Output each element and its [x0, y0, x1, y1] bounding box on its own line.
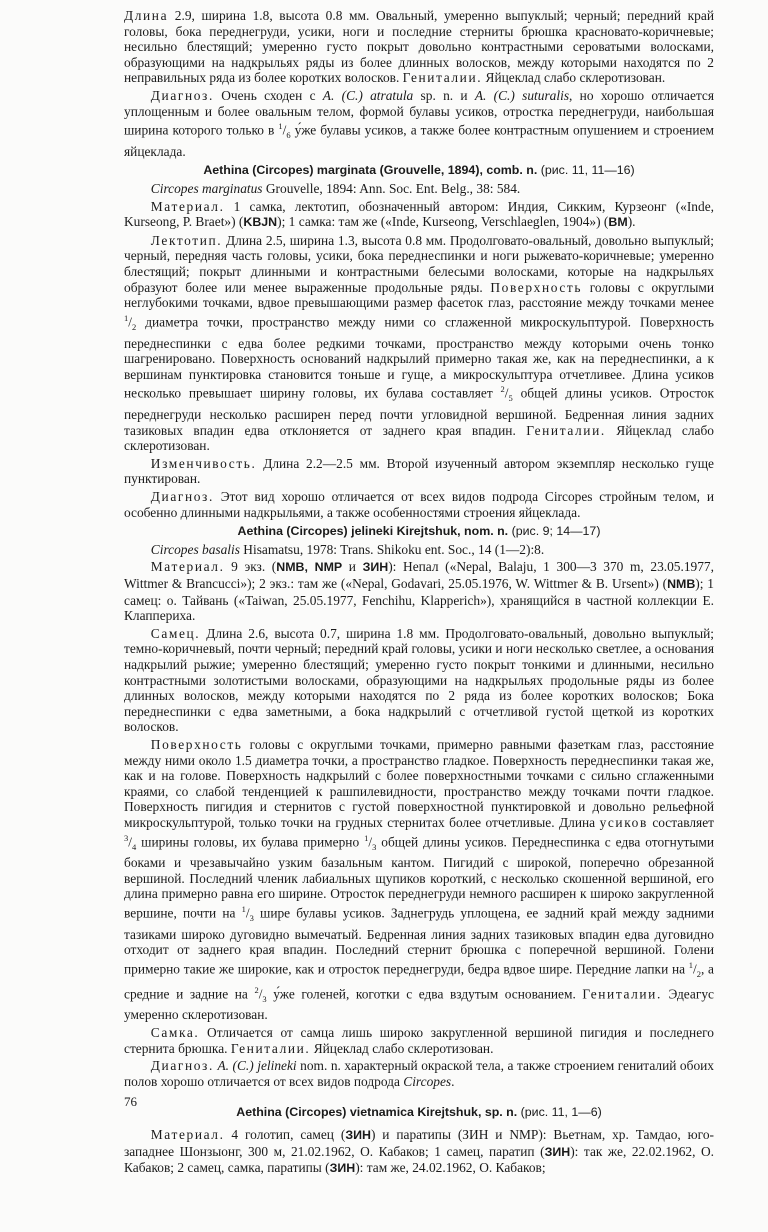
text-run: /: [368, 833, 373, 849]
text-run: 3: [262, 993, 267, 1004]
text-run: Гениталии.: [402, 70, 483, 86]
text-run: , а средние и задние на: [124, 961, 715, 1002]
text-run: 2: [500, 384, 505, 395]
species-heading: [124, 1105, 714, 1121]
text-run: 2: [131, 321, 137, 332]
text-run: ).: [627, 214, 636, 230]
text-run: .: [451, 1073, 455, 1089]
text-run: Aethina (Circopes) vietnamica Kirejtshuk, sp. n.: [236, 1105, 518, 1120]
text-run: 1: [241, 904, 246, 915]
text-run: /: [128, 833, 132, 849]
text-run: Диагноз.: [150, 87, 214, 103]
text-run: Материал.: [150, 1126, 225, 1142]
text-run: 1: [688, 959, 694, 970]
text-run: общей длины усиков. Отросток переднегруди несколько расширен перед почти угловидной вершиной. Бедренная линия задних тазиковых впадин едва отклоняется от заднего края впадин.: [124, 385, 714, 438]
text-run: Circopes: [403, 1073, 452, 1089]
text-run: /: [693, 961, 697, 977]
text-run: KBJN: [243, 215, 278, 230]
text-run: Отличается от самца лишь широко закругленной вершиной пигидия и последнего стернита брюшка.: [124, 1025, 714, 1056]
text-run: Эдеагус умеренно склеротизован.: [124, 986, 714, 1023]
text-run: Длина 2.2—2.5 мм. Второй изученный автором экземпляр несколько гуще пунктирован.: [124, 455, 714, 487]
paragraph: [124, 8, 714, 86]
text-run: Гениталии.: [582, 986, 662, 1002]
text-run: и: [342, 559, 363, 575]
text-run: общей длины усиков. Переднеспинка с едва отогнутыми боками и чрезавычайно узким базальным кантом. Пигидий с широкой, поперечно обрезанной вершиной. Последний членик лабиальных щупиков короткий, с несколько скошенной вершиной, его длина примерно равна его ширине. Отросток переднегруди немного расширен к широко закругленной вершине, почти на: [124, 833, 715, 921]
text-run: головы с округлыми точками, примерно равными фазеткам глаз, расстояние между ними около 1.5 диаметра точки, а пространство гладкое. Поверхность переднеспинки такая же, как и на голове. Поверхность надкрылий с более поверхностными точками с сильно сглаженными краями, со слабой тенденцией к рашпилевидности, пространство между точками почти гладкое. Поверхность пигидия и стернитов с густой поверхностной пунктировкой и довольно рельефной микроскульптурой, только точки на грудных стернитах более отчетливые. Длина: [124, 736, 714, 830]
text-run: Grouvelle, 1894: Ann. Soc. Ent. Belg., 38: 584.: [262, 181, 521, 197]
paragraph: [124, 737, 714, 1023]
text-run: 1 самка, лектотип, обозначенный автором: Индия, Сикким, Курзеонг («Inde, Kurseong, P. Braet») (: [124, 198, 714, 230]
text-run: усиков: [599, 814, 648, 830]
text-run: ЗИН: [544, 1144, 571, 1159]
text-run: 1: [364, 832, 369, 843]
paragraph: [124, 1058, 714, 1089]
text-run: Изменчивость.: [150, 455, 257, 471]
species-heading: [124, 524, 714, 540]
text-run: Гениталии.: [230, 1040, 311, 1056]
text-run: (рис. 11, 11—16): [537, 163, 635, 178]
text-run: Гениталии.: [526, 422, 606, 438]
text-run: ширины головы, их булава примерно: [136, 833, 365, 849]
text-run: Поверхность: [150, 736, 243, 752]
text-run: Длина: [124, 8, 169, 23]
text-run: sp. n. и: [413, 87, 475, 103]
text-run: 9 экз. (: [224, 559, 277, 575]
text-run: Поверхность: [490, 279, 583, 295]
paragraph: [124, 1025, 714, 1056]
text-run: Диагноз.: [150, 489, 214, 505]
text-run: Яйцеклад слабо склеротизован.: [482, 70, 666, 86]
paragraph: [124, 199, 714, 231]
text-run: A. (C.) suturalis: [474, 87, 570, 103]
text-run: 2: [696, 969, 701, 980]
text-run: Материал.: [150, 198, 225, 214]
text-run: Яйцеклад слабо склеротизован.: [310, 1040, 494, 1056]
text-run: Длина 2.5, ширина 1.3, высота 0.8 мм. Продолговато-овальный, довольно выпуклый; черный, передняя часть головы, усики, бока переднеспинки и ноги рыжевато-коричневые; умеренно блестящий; покрыт длинными и контрастными белесыми волосками, которые на надкрыльях образуют более или менее выраженные продольные ряды.: [124, 232, 714, 295]
text-run: nom. n. характерный окраской тела, а также строением гениталий обоих полов хорошо отличается от всех видов подрода: [124, 1058, 714, 1089]
text-run: /: [128, 314, 132, 330]
paragraph: [124, 1127, 714, 1177]
text-run: ) и паратипы (ЗИН и NMP): Вьетнам, хр. Тамдао, юго-западнее Шонзыонг, 300 м, 21.02.1962, О. Кабаков; 1 самец, паратип (: [124, 1126, 714, 1159]
text-run: 6: [286, 130, 291, 141]
paragraph: [124, 88, 714, 160]
text-run: ): там же, 24.02.1962, О. Кабаков;: [355, 1160, 546, 1176]
text-run: диаметра точки, пространство между ними со сглаженной микроскульптурой. Поверхность переднеспинки с едва более редкими точками, пространство между которыми очень тонко шагренировано. Поверхность оснований надкрылий примерно такая же, как на переднеспинки, а к вершинам пунктировка становится тоньше и гуще, а микроскульптура отчетливее. Длина усиков несколько превышает ширину головы, их булава составляет: [124, 314, 714, 401]
text-run: Самка.: [150, 1025, 200, 1041]
paragraph: [124, 233, 714, 454]
species-heading: [124, 163, 714, 179]
text-run: Материал.: [150, 559, 225, 575]
text-run: A. (C.) jelineki: [217, 1058, 297, 1074]
text-run: 3: [124, 832, 129, 843]
text-run: 5: [508, 393, 513, 404]
text-run: Яйцеклад слабо склеротизован.: [124, 422, 714, 454]
text-run: 3: [372, 841, 377, 852]
text-run: 3: [249, 913, 254, 924]
text-run: (рис. 11, 1—6): [517, 1105, 602, 1120]
page-number: 76: [124, 1094, 137, 1109]
text-run: (рис. 9; 14—17): [508, 524, 601, 539]
paragraph: [124, 489, 714, 520]
text-run: NMB: [667, 577, 696, 592]
text-run: Диагноз.: [150, 1058, 214, 1074]
paragraph: [124, 542, 714, 558]
text-run: /: [282, 122, 287, 138]
text-run: Очень сходен с: [213, 87, 323, 103]
text-run: Aethina (Circopes) jelineki Kirejtshuk, nom. n.: [237, 524, 509, 539]
text-run: Aethina (Circopes) marginata (Grouvelle, 1894), comb. n.: [203, 163, 538, 178]
text-run: ЗИН: [362, 560, 389, 575]
text-run: Лектотип.: [150, 232, 223, 248]
text-run: , но хорошо отличается уплощенным и более овальным телом, формой булавы усиков, отростка переднегруди, наибольшая ширина которого только в: [124, 87, 715, 138]
text-run: шире булавы усиков. Заднегрудь уплощена, ее задний край между задними тазиками широко дуговидно вымечатый. Бедренная линия задних тазиковых впадин едва дуговидно отходит от заднего края впадин. Последний стернит брюшка с поперечной вершиной. Голени примерно такие же широкие, как и отросток переднегруди, бедра вдвое шире. Передние лапки на: [124, 905, 714, 977]
text-run: Длина 2.6, высота 0.7, ширина 1.8 мм. Продолговато-овальный, довольно выпуклый; темно-коричневый, почти черный; передний край головы, усики и ноги несколько светлее, а основания надкрылий рыжие; умеренно блестящий; умеренно густо покрыт тонкими и длинными, несильно контрастными золотистыми волосками, образующими на надкрыльях продольные ряды из более длинных волосков, между которыми находятся по 2 ряда из более коротких волосков; Бока переднеспинки с едва заметными, а бока надкрылий с отчетливой густой щеткой из коротких волосков.: [124, 625, 714, 735]
text-run: A. (C.) atratula: [322, 87, 414, 103]
text-run: NMB, NMP: [276, 560, 343, 575]
text-run: Этот вид хорошо отличается от всех видов подрода Circopes стройным телом, и особенно длинными надкрыльями, а также особенностями строения яйцеклада.: [124, 489, 714, 520]
text-run: ): так же, 22.02.1962, О. Кабаков; 2 самец, самка, паратипы (: [124, 1143, 715, 1176]
text-run: /: [258, 986, 263, 1002]
text-run: /: [504, 385, 509, 401]
text-run: 4: [131, 841, 137, 852]
text-run: ЗИН: [329, 1161, 356, 1176]
text-run: ЗИН: [345, 1127, 371, 1142]
text-run: составляет: [647, 814, 714, 830]
text-run: 1: [124, 312, 129, 323]
paragraph: [124, 456, 714, 487]
paragraph: [124, 626, 714, 735]
text-run: BM: [608, 215, 628, 230]
text-run: 4 голотип, самец (: [224, 1126, 346, 1142]
text-run: ); 1 самка: там же («Inde, Kurseong, Verschlaeglen, 1904») (: [277, 214, 609, 230]
text-run: ); 1 самец: о. Тайвань («Taiwan, 25.05.1977, Fenchihu, Klapperich»), хранящийся в частной коллекции Е. Клаппериха.: [124, 576, 714, 624]
text-run: 2.9, ширина 1.8, высота 0.8 мм. Овальный, умеренно выпуклый; черный; передний край головы, бока переднегруди, усики, ноги и последние стерниты брюшка красновато-коричневые; несильно блестящий; умеренно густо покрыт довольно контрастными сероватыми волосками, образующими на надкрыльях ряды из более длинных волосков, между которыми находятся по 2 неправильных ряда из более коротких волосков.: [124, 8, 714, 86]
text-run: у́же голеней, коготки с едва вздутым основанием.: [266, 986, 583, 1002]
text-run: Circopes marginatus: [150, 181, 263, 197]
text-run: головы с округлыми неглубокими точками, вдвое превышающими размер фасеток глаз, расстояние между точками менее: [124, 279, 715, 311]
text-run: ): Непал («Nepal, Balaju, 1 300—3 370 m, 23.05.1977, Wittmer & Brancucci»); 2 экз.: там же («Nepal, Godavari, 25.05.1976, W. Wittmer & B. Ursent») (: [124, 559, 714, 592]
paragraph: [124, 559, 714, 623]
text-run: 2: [254, 984, 259, 995]
text-run: Circopes basalis: [150, 541, 240, 557]
text-run: Hisamatsu, 1978: Trans. Shikoku ent. Soc., 14 (1—2):8.: [239, 541, 545, 557]
text-run: Самец.: [150, 625, 201, 641]
text-run: 1: [278, 121, 283, 132]
text-run: у́же булавы усиков, а также более контрастным опушением и строением яйцеклада.: [124, 122, 714, 159]
text-run: /: [245, 905, 250, 921]
paragraph: [124, 181, 714, 197]
body-text: [124, 8, 714, 1179]
